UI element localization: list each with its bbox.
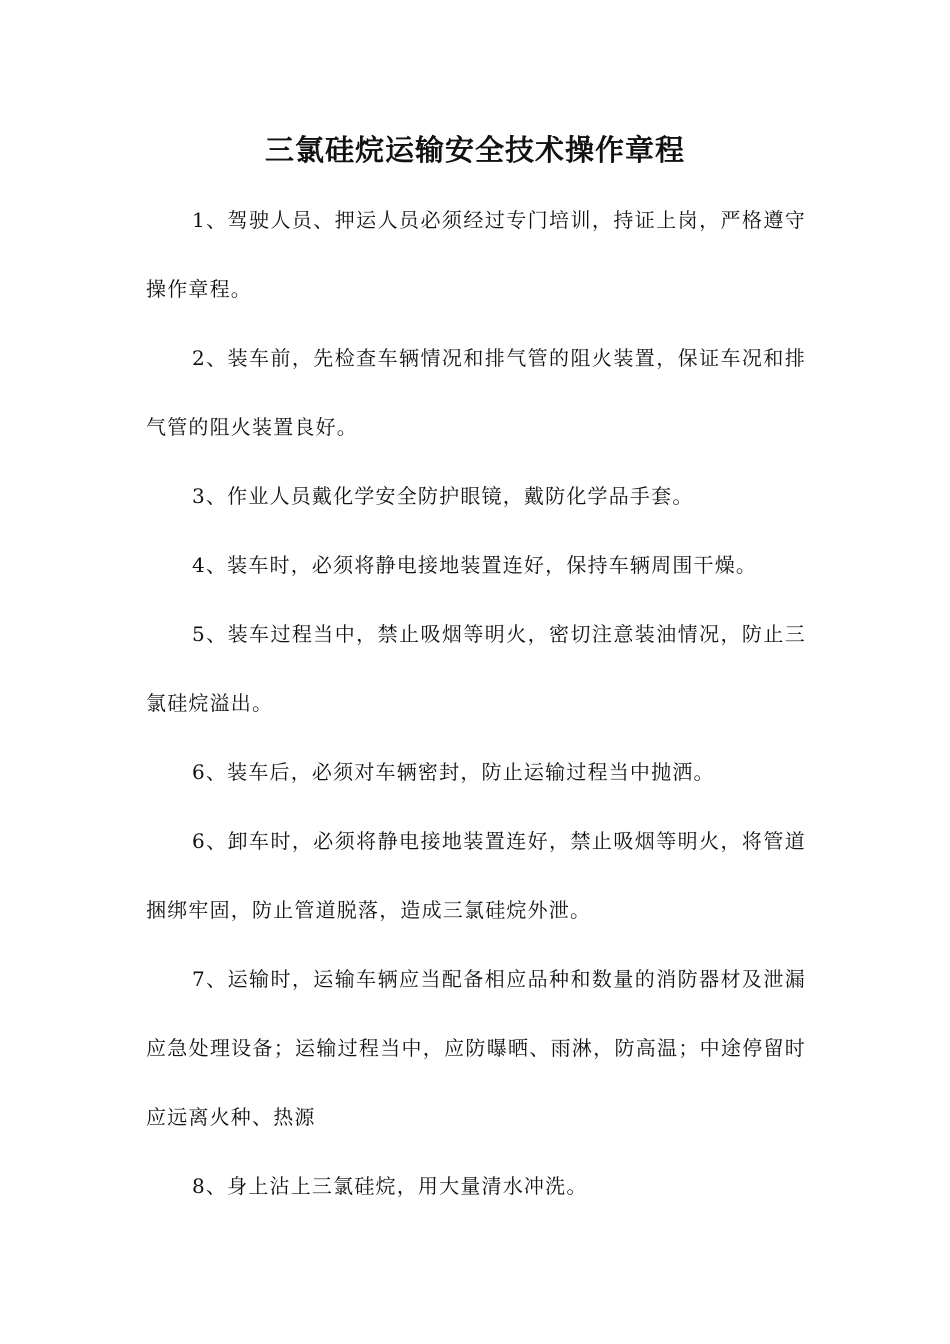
paragraph-1: 1、驾驶人员、押运人员必须经过专门培训，持证上岗，严格遵守操作章程。 (146, 208, 806, 301)
paragraph-6: 6、装车后，必须对车辆密封，防止运输过程当中抛洒。 (192, 760, 715, 784)
paragraph-9: 8、身上沾上三氯硅烷，用大量清水冲洗。 (192, 1174, 588, 1198)
paragraph-7: 6、卸车时，必须将静电接地装置连好，禁止吸烟等明火，将管道捆绑牢固，防止管道脱落，造成三氯硅烷外泄。 (146, 829, 806, 922)
document-body (146, 186, 806, 1221)
document-title: 三氯硅烷运输安全技术操作章程 (264, 133, 685, 167)
paragraph-4: 4、装车时，必须将静电接地装置连好，保持车辆周围干燥。 (192, 553, 758, 577)
paragraph-8: 7、运输时，运输车辆应当配备相应品种和数量的消防器材及泄漏应急处理设备；运输过程当中，应防曝晒、雨淋，防高温；中途停留时应远离火种、热源 (146, 967, 806, 1129)
paragraph-3: 3、作业人员戴化学安全防护眼镜，戴防化学品手套。 (192, 484, 694, 508)
paragraph-5: 5、装车过程当中，禁止吸烟等明火，密切注意装油情况，防止三氯硅烷溢出。 (146, 622, 806, 715)
paragraph-2: 2、装车前，先检查车辆情况和排气管的阻火装置，保证车况和排气管的阻火装置良好。 (146, 346, 806, 439)
